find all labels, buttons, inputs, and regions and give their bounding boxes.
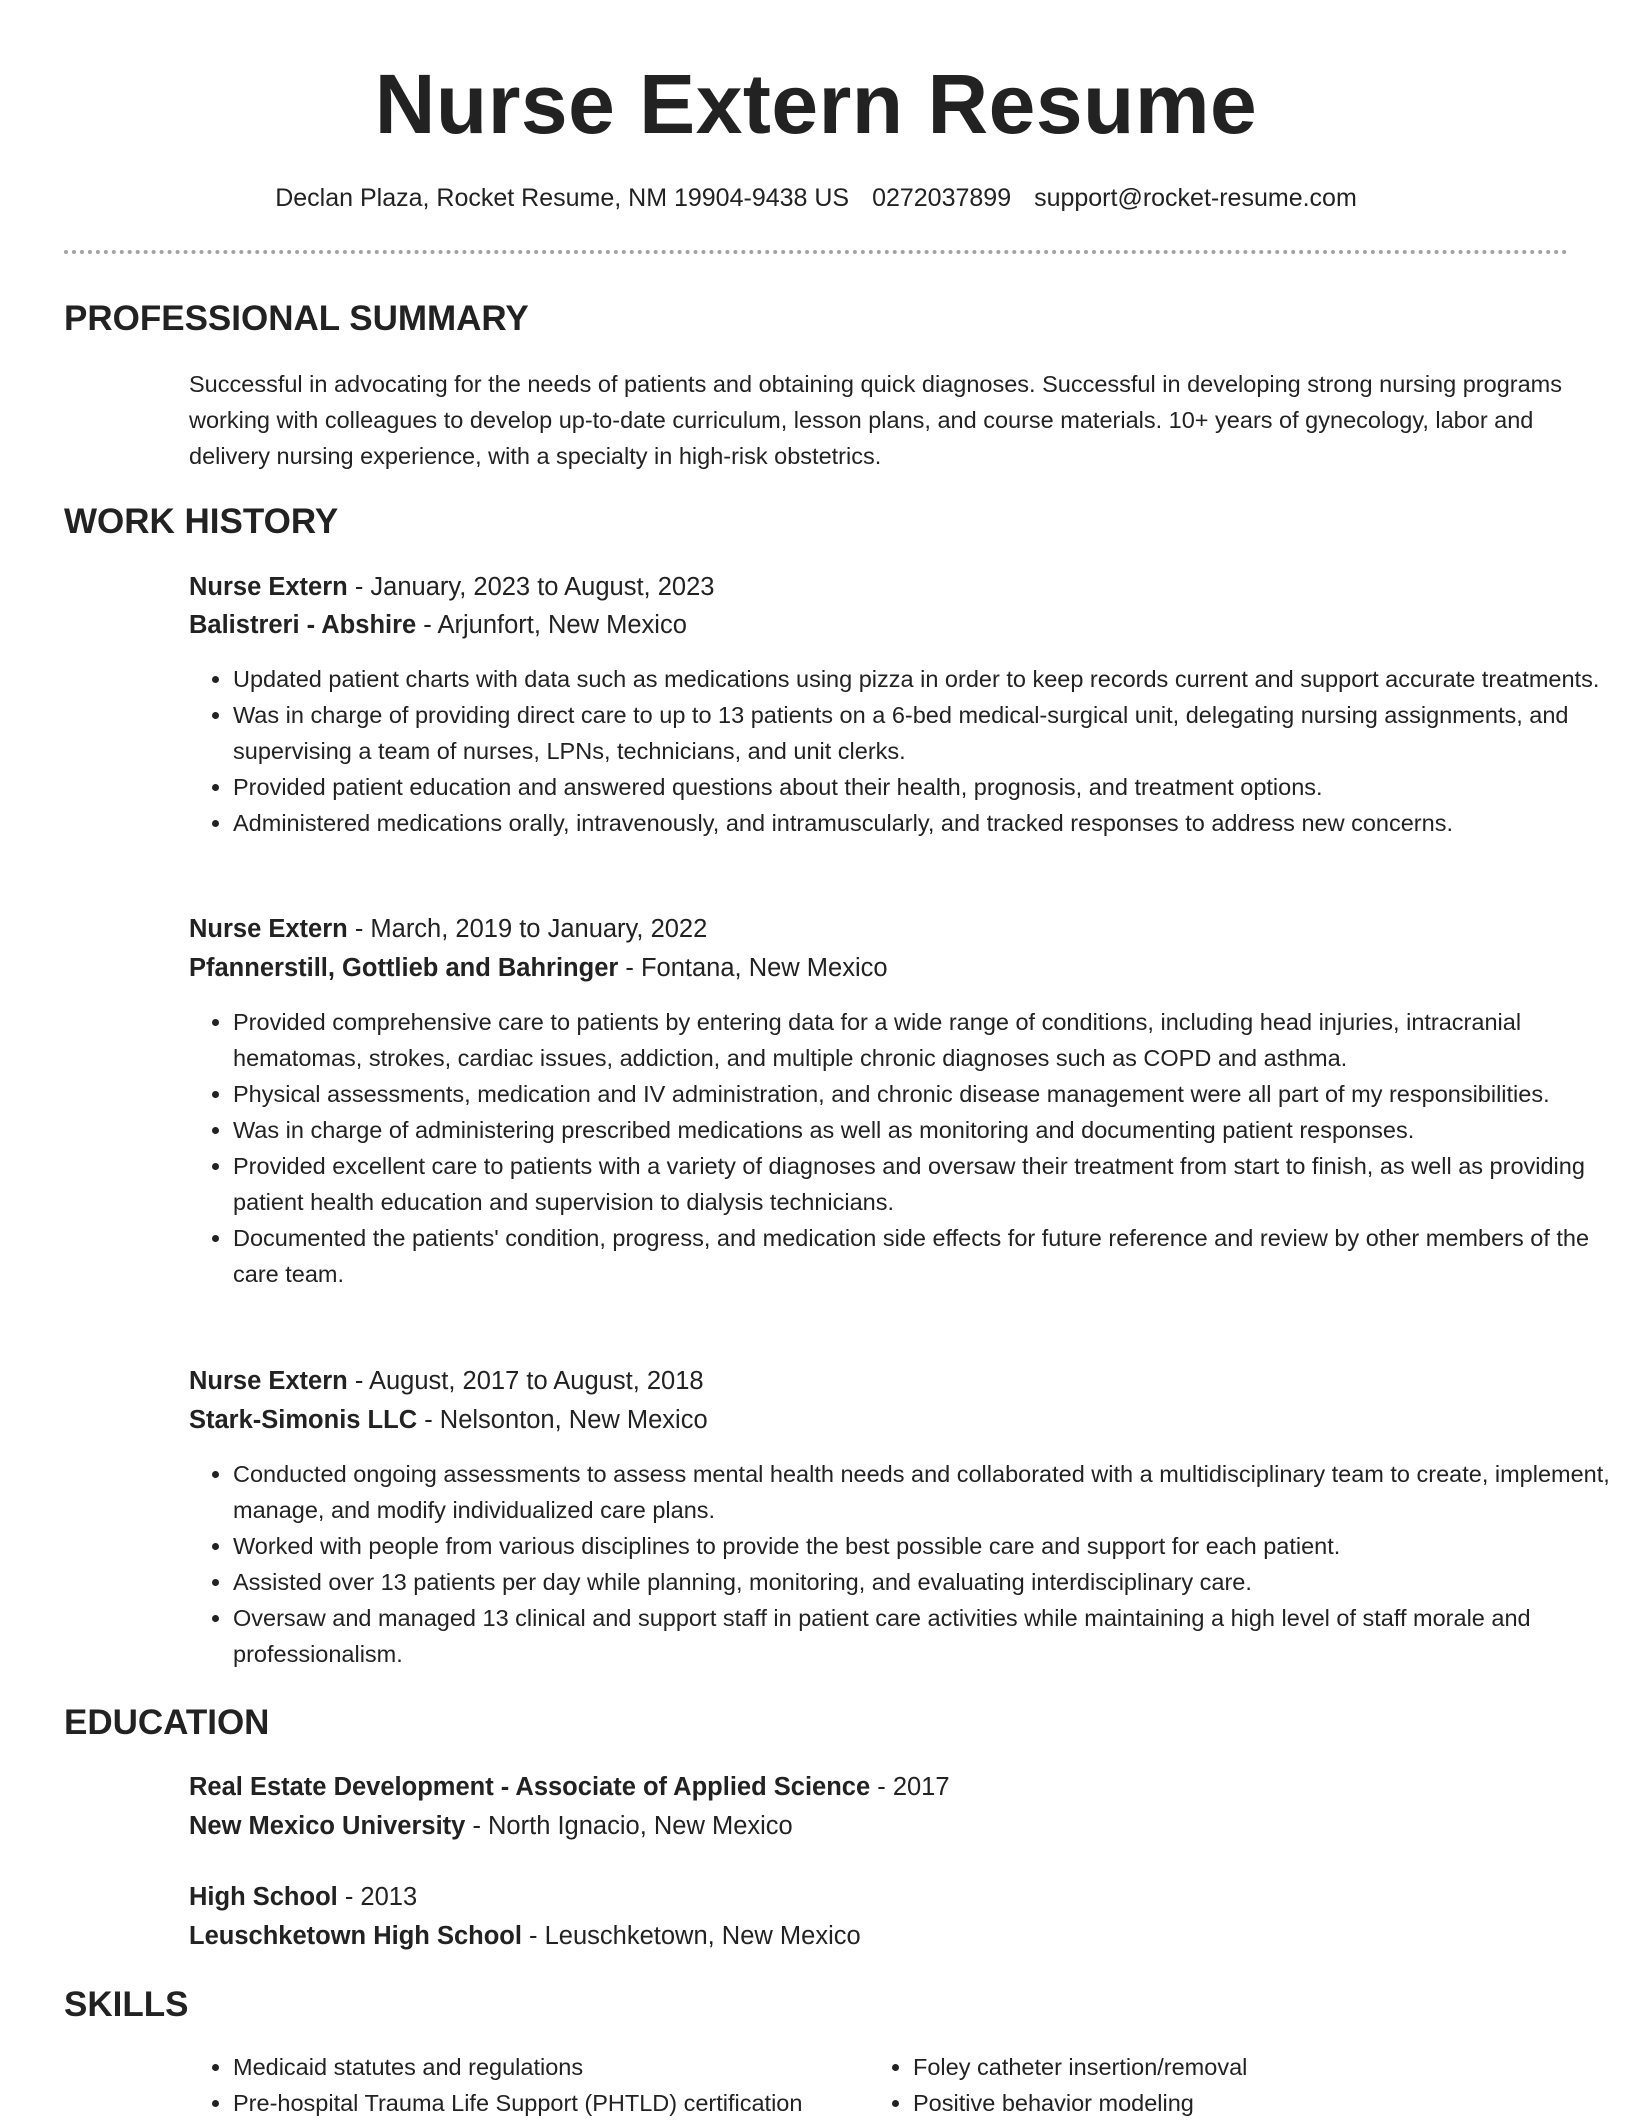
job-bullet: • Was in charge of administering prescribed medications as well as monitoring and documenting patient responses. [233,1112,1613,1148]
skill-item: • Positive behavior modeling [913,2085,1247,2121]
contact-email: support@rocket-resume.com [1034,184,1357,212]
education-year: - 2017 [870,1773,950,1801]
job-title-line [189,569,714,605]
job-company-line [189,1402,708,1438]
skill-item: • Pre-hospital Trauma Life Support (PHTLD) certification [233,2085,802,2121]
resume-title: Nurse Extern Resume [374,57,1258,151]
education-school-line [189,1808,793,1844]
education-location: - North Ignacio, New Mexico [465,1812,793,1840]
job-bullet: • Provided patient education and answered questions about their health, prognosis, and treatment options. [233,769,1613,805]
job-location: - Arjunfort, New Mexico [416,611,687,639]
education-degree: Real Estate Development - Associate of Applied Science [189,1773,871,1801]
summary-text: Successful in advocating for the needs of patients and obtaining quick diagnoses. Successful in developing strong nursing programs working with colleagues to develop up-to-date curriculum, lesson plans, and course materials. 10+ years of gynecology, labor and delivery nursing experience, with a specialty in high-risk obstetrics. [189,371,1562,469]
job-company: Stark-Simonis LLC [189,1406,418,1434]
job-bullets [189,1004,1613,1292]
skill-item: • Foley catheter insertion/removal [913,2049,1247,2085]
education-school: Leuschketown High School [189,1922,522,1950]
job-bullet: • Oversaw and managed 13 clinical and support staff in patient care activities while maintaining a high level of staff morale and professionalism. [233,1600,1613,1672]
section-heading-summary: PROFESSIONAL SUMMARY [64,299,529,338]
job-company-line [189,607,687,643]
job-title: Nurse Extern [189,915,348,943]
job-bullet: • Physical assessments, medication and IV administration, and chronic disease management were all part of my responsibilities. [233,1076,1613,1112]
job-company-line [189,950,888,986]
education-location: - Leuschketown, New Mexico [521,1922,861,1950]
section-heading-skills: SKILLS [64,1985,189,2024]
header-divider [64,250,1568,254]
job-bullet: • Administered medications orally, intravenously, and intramuscularly, and tracked responses to address new concerns. [233,805,1613,841]
job-title-line [189,911,707,947]
job-company: Pfannerstill, Gottlieb and Bahringer [189,954,619,982]
contact-line [0,180,1632,216]
job-title-line [189,1363,704,1399]
job-bullets [189,661,1613,841]
section-heading-education: EDUCATION [64,1703,270,1742]
job-bullet: • Provided comprehensive care to patients by entering data for a wide range of conditions, including head injuries, intracranial hematomas, strokes, cardiac issues, addiction, and multiple chronic diagnoses such as COPD and asthma. [233,1004,1613,1076]
job-dates: - January, 2023 to August, 2023 [347,573,715,601]
job-bullet: • Was in charge of providing direct care to up to 13 patients on a 6-bed medical-surgical unit, delegating nursing assignments, and supervising a team of nurses, LPNs, technicians, and unit clerks. [233,697,1613,769]
education-year: - 2013 [337,1883,418,1911]
skills-list-right [869,2049,1247,2121]
section-heading-work-history: WORK HISTORY [64,502,339,541]
job-bullet: • Worked with people from various disciplines to provide the best possible care and support for each patient. [233,1528,1613,1564]
skill-item: • Medicaid statutes and regulations [233,2049,802,2085]
job-location: - Nelsonton, New Mexico [417,1406,708,1434]
job-title: Nurse Extern [189,1367,348,1395]
job-dates: - August, 2017 to August, 2018 [347,1367,704,1395]
job-dates: - March, 2019 to January, 2022 [347,915,708,943]
skills-list-left [189,2049,802,2121]
contact-address: Declan Plaza, Rocket Resume, NM 19904-9438 US [275,184,850,212]
education-degree-line [189,1879,417,1915]
job-bullet: • Provided excellent care to patients with a variety of diagnoses and oversaw their treatment from start to finish, as well as providing patient health education and supervision to dialysis technicians. [233,1148,1613,1220]
job-bullet: • Updated patient charts with data such as medications using pizza in order to keep records current and support accurate treatments. [233,661,1613,697]
job-bullet: • Documented the patients' condition, progress, and medication side effects for future reference and review by other members of the care team. [233,1220,1613,1292]
education-degree: High School [189,1883,338,1911]
education-school-line [189,1918,861,1954]
job-bullet: • Conducted ongoing assessments to assess mental health needs and collaborated with a multidisciplinary team to create, implement, manage, and modify individualized care plans. [233,1456,1613,1528]
job-bullets [189,1456,1613,1672]
job-company: Balistreri - Abshire [189,611,417,639]
education-school: New Mexico University [189,1812,466,1840]
job-location: - Fontana, New Mexico [618,954,888,982]
job-title: Nurse Extern [189,573,348,601]
job-bullet: • Assisted over 13 patients per day while planning, monitoring, and evaluating interdisciplinary care. [233,1564,1613,1600]
education-degree-line [189,1769,950,1805]
contact-phone: 0272037899 [872,184,1012,212]
